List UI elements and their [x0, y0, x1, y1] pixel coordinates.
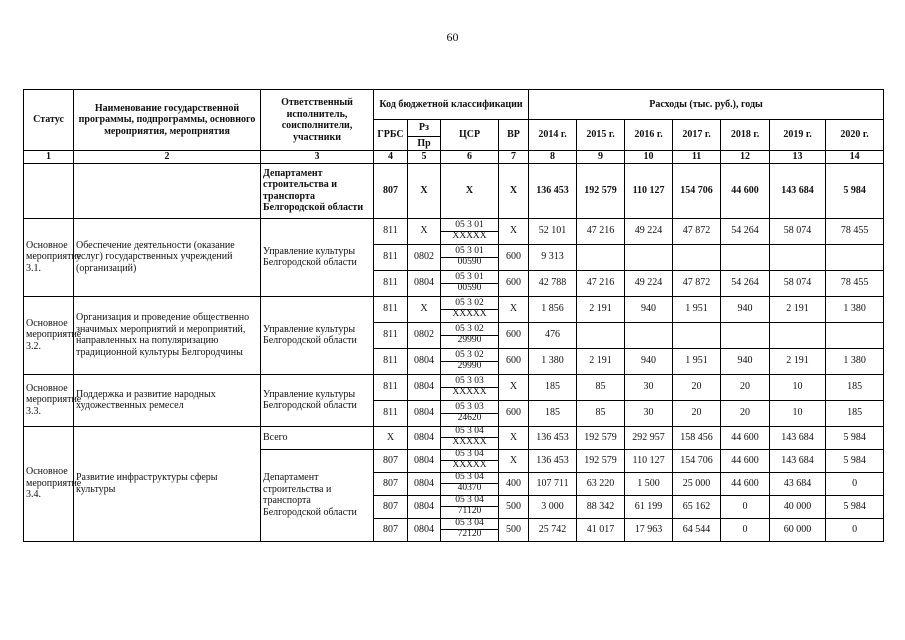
csr-cell [441, 495, 499, 518]
value-cell: 47 872 [673, 270, 721, 296]
value-cell: 10 [770, 400, 826, 426]
header-expenses: Расходы (тыс. руб.), годы [529, 90, 884, 120]
rzpr-cell: Х [408, 296, 441, 322]
value-cell: 136 453 [529, 163, 577, 218]
csr-code-top: 05 3 04 [455, 518, 484, 529]
rzpr-cell: 0804 [408, 472, 441, 495]
grbs-cell: 807 [374, 495, 408, 518]
column-number: 12 [721, 151, 770, 164]
csr-cell [441, 518, 499, 541]
column-number: 9 [577, 151, 625, 164]
column-number: 1 [24, 151, 74, 164]
value-cell: 185 [826, 400, 884, 426]
value-cell: 47 216 [577, 218, 625, 244]
value-cell: 49 224 [625, 270, 673, 296]
responsible-cell: Департамент строительства и транспорта Белгородской области [261, 449, 374, 541]
vr-cell: 400 [499, 472, 529, 495]
value-cell: 58 074 [770, 218, 826, 244]
csr-code-bottom: 24620 [441, 413, 498, 424]
grbs-cell: 811 [374, 270, 408, 296]
value-cell: 143 684 [770, 163, 826, 218]
value-cell [577, 322, 625, 348]
value-cell: 292 957 [625, 426, 673, 449]
status-cell: Основное мероприятие 3.2. [24, 296, 74, 374]
value-cell: 30 [625, 374, 673, 400]
value-cell: 143 684 [770, 426, 826, 449]
name-cell [74, 163, 261, 218]
column-number: 6 [441, 151, 499, 164]
value-cell [673, 244, 721, 270]
value-cell: 185 [826, 374, 884, 400]
total-label-cell: Всего [261, 426, 374, 449]
value-cell [673, 322, 721, 348]
vr-cell: Х [499, 218, 529, 244]
value-cell: 185 [529, 400, 577, 426]
value-cell: 42 788 [529, 270, 577, 296]
column-numbers-row [24, 151, 884, 164]
value-cell: 1 856 [529, 296, 577, 322]
value-cell: 20 [673, 400, 721, 426]
grbs-cell: 807 [374, 518, 408, 541]
csr-code-top: 05 3 01 [455, 245, 484, 256]
csr-code-bottom: ХХХХХ [441, 460, 498, 471]
table-row [24, 296, 884, 322]
value-cell: 10 [770, 374, 826, 400]
rzpr-cell: 0804 [408, 374, 441, 400]
grbs-cell: Х [374, 426, 408, 449]
value-cell [721, 322, 770, 348]
value-cell: 143 684 [770, 449, 826, 472]
value-cell: 88 342 [577, 495, 625, 518]
csr-code-top: 05 3 01 [455, 219, 484, 230]
value-cell: 940 [625, 348, 673, 374]
value-cell: 65 162 [673, 495, 721, 518]
csr-code-top: 05 3 03 [455, 401, 484, 412]
value-cell: 5 984 [826, 495, 884, 518]
value-cell: 30 [625, 400, 673, 426]
column-number: 3 [261, 151, 374, 164]
responsible-cell: Департамент строительства и транспорта Белгородской области [261, 163, 374, 218]
table-header [24, 90, 884, 164]
value-cell: 1 951 [673, 296, 721, 322]
value-cell: 85 [577, 400, 625, 426]
column-number: 5 [408, 151, 441, 164]
csr-code-top: 05 3 04 [455, 449, 484, 460]
table-row [24, 426, 884, 449]
value-cell: 9 313 [529, 244, 577, 270]
column-number: 8 [529, 151, 577, 164]
value-cell: 110 127 [625, 163, 673, 218]
header-year-2016: 2016 г. [625, 120, 673, 151]
value-cell: 2 191 [770, 348, 826, 374]
value-cell: 44 600 [721, 472, 770, 495]
column-number: 14 [826, 151, 884, 164]
vr-cell: 600 [499, 348, 529, 374]
value-cell: 192 579 [577, 163, 625, 218]
value-cell: 136 453 [529, 449, 577, 472]
value-cell: 185 [529, 374, 577, 400]
header-name: Наименование государственной программы, подпрограммы, основного мероприятия, мероприятия [74, 90, 261, 151]
grbs-cell: 807 [374, 449, 408, 472]
value-cell [577, 244, 625, 270]
responsible-cell: Управление культуры Белгородской области [261, 374, 374, 426]
value-cell [770, 322, 826, 348]
value-cell: 192 579 [577, 449, 625, 472]
value-cell [826, 244, 884, 270]
name-cell: Организация и проведение общественно значимых мероприятий и мероприятий, направленных на популяризацию традиционной культуры Белгородчины [74, 296, 261, 374]
value-cell: 5 984 [826, 449, 884, 472]
rzpr-cell: 0804 [408, 270, 441, 296]
value-cell: 476 [529, 322, 577, 348]
csr-code-top: 05 3 04 [455, 472, 484, 483]
page-number: 60 [446, 30, 459, 44]
csr-cell [441, 449, 499, 472]
column-number: 13 [770, 151, 826, 164]
grbs-cell: 807 [374, 472, 408, 495]
value-cell: 154 706 [673, 449, 721, 472]
vr-cell: 500 [499, 495, 529, 518]
value-cell [826, 322, 884, 348]
table-row [24, 163, 884, 218]
rzpr-cell: Х [408, 163, 441, 218]
csr-code-bottom: 72120 [441, 529, 498, 540]
status-cell: Основное мероприятие 3.4. [24, 426, 74, 541]
value-cell: 192 579 [577, 426, 625, 449]
name-cell: Развитие инфраструктуры сферы культуры [74, 426, 261, 541]
value-cell [770, 244, 826, 270]
grbs-cell: 811 [374, 322, 408, 348]
column-number: 2 [74, 151, 261, 164]
csr-cell [441, 400, 499, 426]
value-cell: 940 [625, 296, 673, 322]
csr-code-bottom: 00590 [441, 257, 498, 268]
vr-cell: 600 [499, 322, 529, 348]
vr-cell: Х [499, 296, 529, 322]
value-cell: 940 [721, 348, 770, 374]
table-body [24, 163, 884, 541]
csr-cell [441, 244, 499, 270]
csr-code-bottom: 29990 [441, 335, 498, 346]
value-cell: 110 127 [625, 449, 673, 472]
csr-code-bottom: ХХХХХ [441, 309, 498, 320]
csr-code-bottom: ХХХХХ [441, 387, 498, 398]
vr-cell: Х [499, 163, 529, 218]
column-number: 4 [374, 151, 408, 164]
grbs-cell: 811 [374, 348, 408, 374]
column-number: 10 [625, 151, 673, 164]
rzpr-cell: 0804 [408, 348, 441, 374]
status-cell [24, 163, 74, 218]
rzpr-cell: 0804 [408, 400, 441, 426]
header-year-2020: 2020 г. [826, 120, 884, 151]
vr-cell: 600 [499, 244, 529, 270]
value-cell: 40 000 [770, 495, 826, 518]
vr-cell: 600 [499, 400, 529, 426]
value-cell: 5 984 [826, 426, 884, 449]
csr-code-top: 05 3 02 [455, 323, 484, 334]
value-cell: 78 455 [826, 270, 884, 296]
value-cell: 1 380 [826, 348, 884, 374]
value-cell: 64 544 [673, 518, 721, 541]
value-cell: 2 191 [770, 296, 826, 322]
rzpr-cell: 0802 [408, 244, 441, 270]
value-cell: 52 101 [529, 218, 577, 244]
value-cell: 20 [673, 374, 721, 400]
csr-code-bottom: ХХХХХ [441, 437, 498, 448]
header-year-2019: 2019 г. [770, 120, 826, 151]
value-cell: 0 [721, 518, 770, 541]
value-cell: 0 [721, 495, 770, 518]
column-number: 11 [673, 151, 721, 164]
vr-cell: Х [499, 426, 529, 449]
csr-code-top: 05 3 02 [455, 349, 484, 360]
header-vr: ВР [499, 120, 529, 151]
csr-code-top: 05 3 04 [455, 495, 484, 506]
value-cell: 940 [721, 296, 770, 322]
csr-cell [441, 322, 499, 348]
value-cell: 154 706 [673, 163, 721, 218]
responsible-cell: Управление культуры Белгородской области [261, 218, 374, 296]
value-cell: 58 074 [770, 270, 826, 296]
value-cell: 60 000 [770, 518, 826, 541]
rzpr-cell: Х [408, 218, 441, 244]
value-cell: 20 [721, 400, 770, 426]
table-row [24, 374, 884, 400]
value-cell: 61 199 [625, 495, 673, 518]
value-cell: 54 264 [721, 270, 770, 296]
csr-cell [441, 218, 499, 244]
csr-code-top: 05 3 03 [455, 375, 484, 386]
value-cell: 44 600 [721, 449, 770, 472]
csr-code-bottom: 00590 [441, 283, 498, 294]
csr-code-bottom: 40370 [441, 483, 498, 494]
value-cell: 47 216 [577, 270, 625, 296]
value-cell: 2 191 [577, 296, 625, 322]
csr-code-bottom: 29990 [441, 361, 498, 372]
csr-cell: Х [441, 163, 499, 218]
value-cell: 54 264 [721, 218, 770, 244]
csr-code-top: 05 3 04 [455, 426, 484, 437]
csr-cell [441, 270, 499, 296]
header-rz: Рз [408, 120, 441, 137]
value-cell: 5 984 [826, 163, 884, 218]
value-cell: 85 [577, 374, 625, 400]
grbs-cell: 807 [374, 163, 408, 218]
header-grbs: ГРБС [374, 120, 408, 151]
header-responsible: Ответственный исполнитель, соисполнители, участники [261, 90, 374, 151]
table-row [24, 218, 884, 244]
header-budget-code: Код бюджетной классификации [374, 90, 529, 120]
vr-cell: 600 [499, 270, 529, 296]
grbs-cell: 811 [374, 218, 408, 244]
value-cell: 0 [826, 518, 884, 541]
value-cell: 43 684 [770, 472, 826, 495]
header-pr: Пр [408, 137, 441, 151]
grbs-cell: 811 [374, 244, 408, 270]
value-cell: 47 872 [673, 218, 721, 244]
csr-cell [441, 472, 499, 495]
value-cell: 1 380 [529, 348, 577, 374]
budget-table [23, 89, 884, 542]
rzpr-cell: 0804 [408, 449, 441, 472]
csr-code-top: 05 3 02 [455, 297, 484, 308]
value-cell: 3 000 [529, 495, 577, 518]
vr-cell: Х [499, 374, 529, 400]
vr-cell: Х [499, 449, 529, 472]
value-cell: 17 963 [625, 518, 673, 541]
value-cell: 136 453 [529, 426, 577, 449]
value-cell [625, 244, 673, 270]
column-number: 7 [499, 151, 529, 164]
value-cell: 25 000 [673, 472, 721, 495]
rzpr-cell: 0804 [408, 495, 441, 518]
value-cell: 20 [721, 374, 770, 400]
header-csr: ЦСР [441, 120, 499, 151]
header-status: Статус [24, 90, 74, 151]
value-cell: 44 600 [721, 426, 770, 449]
csr-cell [441, 426, 499, 449]
csr-cell [441, 374, 499, 400]
grbs-cell: 811 [374, 296, 408, 322]
csr-code-bottom: ХХХХХ [441, 231, 498, 242]
csr-cell [441, 348, 499, 374]
header-year-2018: 2018 г. [721, 120, 770, 151]
name-cell: Обеспечение деятельности (оказание услуг) государственных учреждений (организаций) [74, 218, 261, 296]
rzpr-cell: 0804 [408, 426, 441, 449]
header-year-2014: 2014 г. [529, 120, 577, 151]
header-year-2015: 2015 г. [577, 120, 625, 151]
grbs-cell: 811 [374, 374, 408, 400]
value-cell: 1 951 [673, 348, 721, 374]
header-year-2017: 2017 г. [673, 120, 721, 151]
vr-cell: 500 [499, 518, 529, 541]
value-cell: 78 455 [826, 218, 884, 244]
value-cell [625, 322, 673, 348]
value-cell [721, 244, 770, 270]
name-cell: Поддержка и развитие народных художественных ремесел [74, 374, 261, 426]
csr-code-bottom: 71120 [441, 506, 498, 517]
value-cell: 1 500 [625, 472, 673, 495]
value-cell: 44 600 [721, 163, 770, 218]
grbs-cell: 811 [374, 400, 408, 426]
rzpr-cell: 0804 [408, 518, 441, 541]
status-cell: Основное мероприятие 3.1. [24, 218, 74, 296]
value-cell: 158 456 [673, 426, 721, 449]
value-cell: 0 [826, 472, 884, 495]
value-cell: 2 191 [577, 348, 625, 374]
value-cell: 25 742 [529, 518, 577, 541]
value-cell: 1 380 [826, 296, 884, 322]
responsible-cell: Управление культуры Белгородской области [261, 296, 374, 374]
status-cell: Основное мероприятие 3.3. [24, 374, 74, 426]
value-cell: 63 220 [577, 472, 625, 495]
value-cell: 49 224 [625, 218, 673, 244]
rzpr-cell: 0802 [408, 322, 441, 348]
csr-cell [441, 296, 499, 322]
csr-code-top: 05 3 01 [455, 271, 484, 282]
value-cell: 41 017 [577, 518, 625, 541]
value-cell: 107 711 [529, 472, 577, 495]
